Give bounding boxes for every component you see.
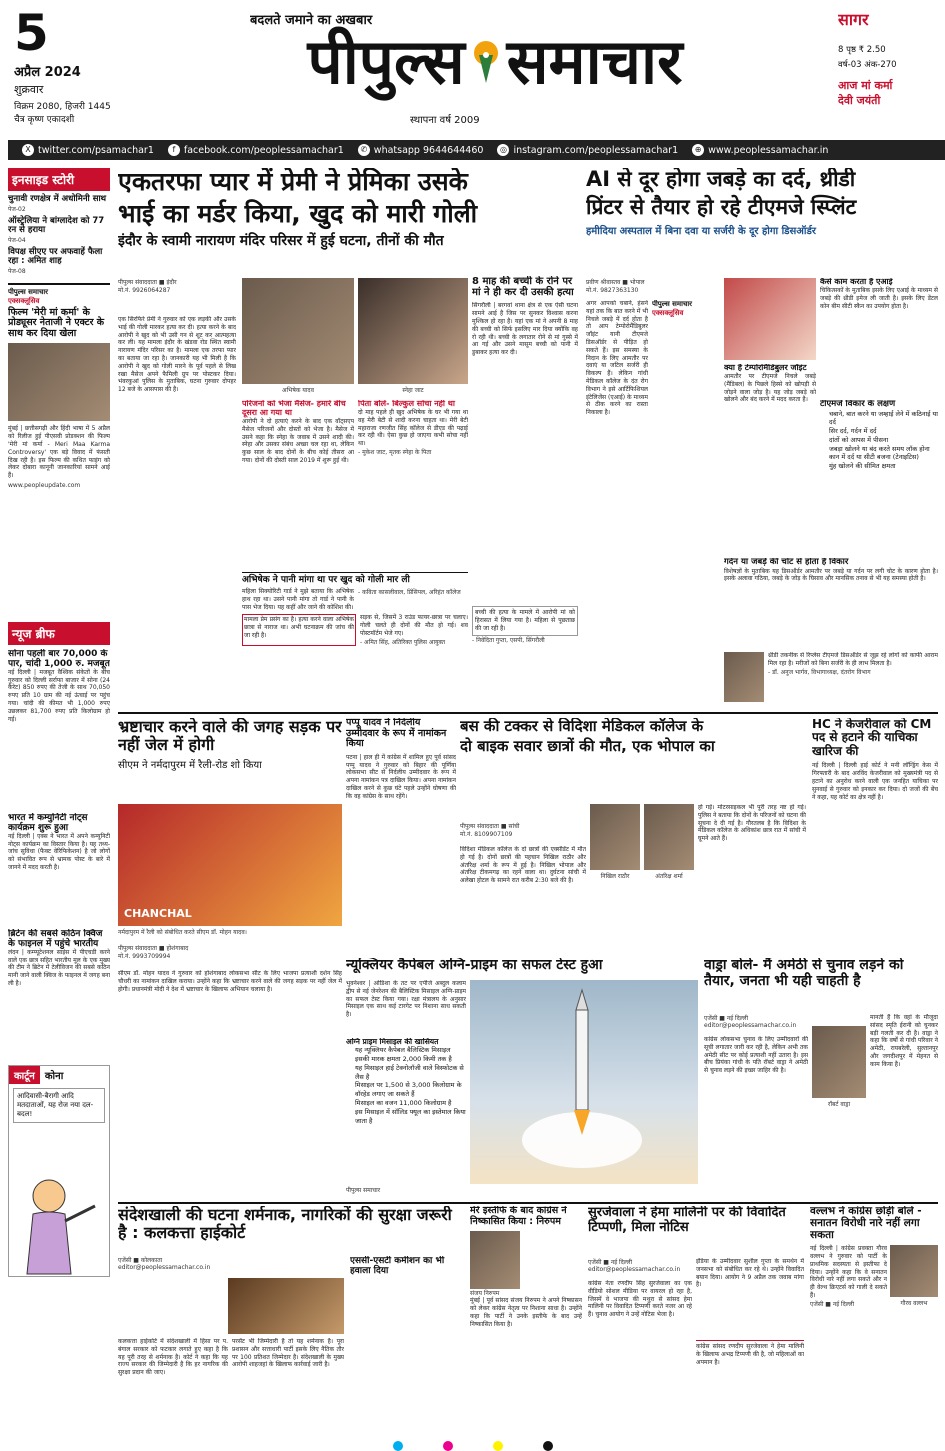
social-text: www.peoplessamachar.in: [708, 144, 829, 156]
cm-photo: [118, 804, 342, 926]
newspaper-title: [165, 22, 825, 102]
lead-inset: [242, 572, 468, 710]
lead-caption-1: अभिषेक यादव: [282, 387, 314, 394]
cartoon-figure-icon: [9, 1166, 109, 1276]
bus-caption-2: अंतरिक्ष शर्मा: [655, 873, 683, 880]
how-box: [820, 278, 938, 398]
lead-photo-2: [358, 278, 468, 384]
reg-cyan: [393, 1441, 403, 1451]
symptoms-list: [820, 410, 938, 471]
volume: वर्ष-03 अंक-270: [838, 60, 897, 70]
lead-headline-1: एकतरफा प्यार में प्रेमी ने प्रेमिका उसके: [118, 168, 468, 196]
inside-story-title: इनसाइड स्टोरी: [8, 168, 110, 191]
how-head: कैसे काम करता है एआई: [820, 278, 893, 286]
today-occasion: आज मां कर्मा: [838, 79, 893, 92]
tmj-head: क्या है टेम्पोरोमैंडिबुलर जॉइंट: [724, 364, 807, 372]
ai-subhead: हमीदिया अस्पताल में बिना दवा या सर्जरी के दूर होगा डिसऑर्डर: [586, 226, 816, 238]
brief-headline: ब्रिटेन की सबसे कठिन क्विज के फाइनल में पहुंचे भारतीय: [8, 928, 103, 949]
vadra-byline: एजेंसी ■ नई दिल्ली: [704, 1015, 749, 1022]
lead-byline: पीपुल्स संवाददाता ■ इंदौर: [118, 279, 177, 286]
surjewala-quote: कांग्रेस सांसद रणदीप सुरजेवाला ने हेमा मालिनी के खिलाफ अभद्र टिप्पणी की है, जो महिलाओं का अपमान है।: [696, 1340, 804, 1442]
pappu-story: [346, 718, 456, 938]
facebook-icon: f: [168, 144, 180, 156]
sandeshkhali-body-2: परसेंट भी जिम्मेदारी है तो यह शर्मनाक है। पूरा प्रशासन और सत्ताधारी पार्टी इसके लिए नैतिक तौर पर 100 प्रतिशत जिम्मेदार है। संदेशखाली के मुख्य आरोपी शाहजहां के खिलाफ कार्रवाई जारी है।: [232, 1338, 344, 1369]
bus-headline-1: बस की टक्कर से विदिशा मेडिकल कॉलेज के: [460, 718, 704, 735]
bus-story: [460, 718, 806, 954]
left-column: [8, 168, 110, 1443]
lead-story: [118, 168, 578, 710]
vadra-body: कांग्रेस लोकसभा चुनाव के लिए उम्मीदवारों की सूची लगातार जारी कर रही है, लेकिन अभी तक अमेठी सीट पर कोई प्रत्याशी नहीं उतारा है। इस बीच प्रियंका गांधी के पति रॉबर्ट वाड्रा ने अमेठी से चुनाव लड़ने की इच्छा जाहिर की है।: [704, 1036, 808, 1075]
social-text: twitter.com/psamachar1: [38, 144, 154, 156]
pen-logo-icon: [469, 39, 503, 85]
vadra-headline: वाड्रा बोले- मैं अमेठी से चुनाव लड़ने को तैयार, जनता भी यही चाहती है: [704, 958, 904, 989]
cm-byline-box: [118, 944, 226, 960]
section-divider-bottom: [118, 1202, 938, 1204]
lead-inset-sig-2: - अमित सिंह, अतिरिक्त पुलिस आयुक्त: [359, 638, 446, 646]
date-chaitra: चैत्र कृष्ण एकादशी: [14, 115, 75, 125]
agni-feature-item: • यह न्यूक्लियर कैपेबल बैलिस्टिक मिसाइल: [355, 1046, 466, 1055]
lead-headline-2: भाई का मर्डर किया, खुद को मारी गोली: [118, 199, 478, 228]
agni-feature-item: • मिसाइल का वजन 11,000 किलोग्राम है: [355, 1099, 466, 1108]
vadra-caption: रॉबर्ट वाड्रा: [827, 1101, 851, 1108]
lead-inset-body-2: मामला प्रेम प्रसंग का है। हत्या करने वाला अभिषेक छात्रा से नाराज था। अभी घटनाक्रम की जांच की जा रही है।: [242, 614, 356, 645]
inside-story-text: चुनावी रणक्षेत्र में अधोमिनी साथ: [8, 194, 107, 204]
agni-story: [346, 958, 698, 1198]
brief-item: [8, 649, 110, 809]
ai-headline-2: प्रिंटर से तैयार हो रहे टीएमजे स्प्लिंट: [586, 194, 857, 219]
tmj-body: आमतौर पर टीएमजे निचले जबड़े (मैंडिबल) के पिछले हिस्से को खोपड़ी से जोड़ने वाला जोड़ है। यह जोड़ जबड़े को खोलने और बंद करने में मदद करता है।: [724, 372, 816, 404]
social-text: facebook.com/peoplessamachar1: [183, 144, 344, 156]
instagram-icon: ◎: [497, 144, 509, 156]
bus-photo-1: [590, 804, 640, 870]
vallabh-byline: एजेंसी ■ नई दिल्ली: [810, 1300, 855, 1308]
teeth-photo: [724, 278, 816, 360]
sandeshkhali-side: [350, 1256, 464, 1442]
cm-headline: भ्रष्टाचार करने वाले की जगह सड़क पर नहीं जेल में होगी: [118, 718, 342, 754]
brief-body: लंदन | कम्प्यूटेशनल साइंस में पीएचडी करने वाले एक छात्र सहित भारतीय मूल के एक मुख्य की टीम ने ब्रिटेन में टेलीविजन की सबसे कठिन मानी जाने वाली क्विज के फाइनल में जगह बना ली है।: [8, 948, 110, 987]
founded: स्थापना वर्ष 2009: [410, 115, 480, 126]
symptoms-head: टीएमजे विकार के लक्षण: [820, 400, 896, 409]
vallabh-caption: गौरव वल्लभ: [900, 1300, 928, 1308]
nirupam-headline: मेरे इस्तीफे के बाद कांग्रेस ने निष्कासित किया : निरुपम: [470, 1206, 567, 1227]
brief-item: [8, 813, 110, 925]
ai-brand-box: [652, 300, 718, 318]
ai-byline-box: [586, 278, 720, 294]
agni-feature-item: • यह मिसाइल हाई टेक्नोलॉजी वाले विस्फोटक से लैस है: [355, 1064, 466, 1082]
vallabh-headline: वल्लभ ने कांग्रेस छोड़ी बोले - सनातन विरोधी नारे नहीं लगा सकता: [810, 1206, 922, 1241]
lead-inset-body-3: सड़क से, जिसमें 3 राउंड फायर-छात्रा पर चलाए। गोली चलते ही दोनों की मौत हो गई। शव पोस्टमॉर्टम भेजे गए।: [359, 614, 468, 638]
edition-block: [838, 8, 938, 133]
doctor-quote: थ्रीडी तकनीक से रिप्लेस टीएमजे डिसऑर्डर से जूझ रहे लोगों को काफी आराम मिल रहा है। मरीजों को बिना सर्जरी के ही लाभ मिलता है।: [768, 652, 938, 667]
date-day: 5: [14, 8, 49, 62]
girl-quote: बच्ची की हत्या के मामले में आरोपी मां को हिरासत में लिया गया है। महिला से पूछताछ की जा रही है।: [472, 606, 578, 635]
ai-headline-1: AI से दूर होगा जबड़े का दर्द, थ्रीडी: [586, 168, 856, 191]
film-headline: फिल्म 'मेरी मां कर्मा' के प्रोड्यूसर नेताजी ने एक्टर के साथ कर दिया खेला: [8, 306, 105, 339]
kejriwal-headline: HC ने केजरीवाल को CM पद से हटाने की याचिका खारिज की: [812, 718, 932, 758]
film-url[interactable]: www.peopleupdate.com: [8, 482, 81, 490]
surjewala-body: कांग्रेस नेता रणदीप सिंह सुरजेवाला का एक वीडियो सोशल मीडिया पर वायरल हो रहा है, जिसमें वे भाजपा की मथुरा से सांसद हेमा मालिनी पर विवादित टिप्पणी करते नजर आ रहे हैं। चुनाव आयोग ने उन्हें नोटिस भेजा है।: [588, 1280, 692, 1319]
film-body: मुंबई | छत्तीसगढ़ी और हिंदी भाषा में 5 अप्रैल को रिलीज हुई पीएसवी प्रोडक्शन की फिल्म 'मेरी मां कर्मा - Meri Maa Karma Controversy' एक बड़े विवाद में फंसती दिख रही है। इस फिल्म की कथित फाइंग को लेकर दोबारा कानूनी जानकारियां सामने आई हैं।: [8, 425, 110, 480]
bus-byline: पीपुल्स संवाददाता ■ सांची: [460, 823, 520, 830]
ai-mobile: मो.नं. 9827363130: [586, 287, 639, 294]
agni-feature-item: • इसकी मारक क्षमता 2,000 किमी तक है: [355, 1055, 466, 1064]
inside-story-page: पेज-08: [8, 267, 26, 275]
bus-headline-2: दो बाइक सवार छात्रों की मौत, एक भोपाल का: [460, 736, 715, 755]
lead-father-head: पिता बोले- बिल्कुल सोचा नहीं था: [358, 400, 455, 408]
tagline: बदलते जमाने का अखबार: [250, 13, 373, 28]
pappu-body: पटना | हाल ही में कांग्रेस में शामिल हुए पूर्व सांसद पप्पू यादव ने गुरुवार को बिहार की पूर्णिया लोकसभा सीट से निर्दलीय उम्मीदवार के रूप में अपना नामांकन पत्र दाखिल किया। अपना नामांकन दाखिल करने से कुछ घंटे पहले उन्होंने घोषणा की कि वह कांग्रेस के साथ रहेंगे।: [346, 753, 456, 800]
price: 8 पृष्ठ ₹ 2.50: [838, 45, 886, 55]
whatsapp-icon: ✆: [358, 144, 370, 156]
inside-story-item[interactable]: [8, 195, 110, 213]
ai-byline: प्रवीण श्रीवास्तव ■ भोपाल: [586, 279, 645, 286]
doctor-photo: [724, 652, 764, 702]
cm-story: [118, 718, 342, 1198]
bus-mobile: मो.नं. 8109907109: [460, 831, 513, 838]
inside-story-text: ऑस्ट्रेलिया ने बांग्लादेश को 77 रन से हराया: [8, 215, 105, 236]
lead-inset-head: अभिषेक ने पानी मांगा था पर खुद को गोली मार ली: [242, 575, 410, 585]
social-whatsapp[interactable]: [358, 144, 484, 156]
pappu-headline: पप्पू यादव ने निर्दलीय उम्मीदवार के रूप में नामांकन किया: [346, 718, 447, 750]
kejriwal-story: [812, 718, 938, 954]
news-brief-title: न्यूज ब्रीफ: [8, 622, 110, 645]
date-vikram: विक्रम 2080, हिजरी 1445: [14, 102, 111, 112]
symptom-item: • दांतों को आपस में पीसना: [829, 436, 938, 445]
registration-marks: [0, 1440, 945, 1451]
kejriwal-body: नई दिल्ली | दिल्ली हाई कोर्ट ने मनी लॉन्ड्रिंग केस में गिरफ्तारी के बाद अरविंद केजरीवाल को मुख्यमंत्री पद से हटाने का अनुरोध करने वाली एक जनहित याचिका पर सुनवाई से गुरुवार को इनकार कर दिया। दो जजों की बेंच ने कहा, यह कोर्ट का क्षेत्र नहीं है।: [812, 762, 938, 801]
vadra-story: [704, 958, 938, 1198]
lead-inset-sig-1: - कविता कासलीवाल, प्रिंसिपल, अरिहंत कॉलेज: [358, 589, 461, 597]
agni-photo: [470, 980, 698, 1184]
cm-subhead: सीएम ने नर्मदापुरम में रैली-रोड शो किया: [118, 759, 262, 771]
symptom-item: • सिर दर्द, गर्दन में दर्द: [829, 427, 938, 436]
cm-banner-text: CHANCHAL: [124, 907, 192, 920]
vadra-byline-box: [704, 1014, 808, 1029]
agni-feature-item: • मिसाइल पर 1,500 से 3,000 किलोग्राम के वॉरहेड लगाए जा सकते हैं: [355, 1081, 466, 1099]
title-left: पीपुल्स: [307, 25, 465, 98]
inside-story-item[interactable]: [8, 248, 110, 275]
lead-byline-box: [118, 278, 236, 312]
missile-icon: [470, 980, 698, 1184]
nirupam-caption: संजय निरुपम: [470, 1290, 500, 1298]
lead-body: एक सिरफिरे प्रेमी ने गुरुवार को एक लड़की और उसके भाई की गोली मारकर हत्या कर दी। हत्या करने के बाद आरोपी ने खुद को भी उसी गन से शूट कर आत्महत्या कर ली। यह मामला इंदौर के खंडवा रोड स्थित स्वामी नारायण मंदिर परिसर का है। मामला एक तरफा प्यार का बताया जा रहा है। जानकारी यह भी मिली है कि आरोपी ने खुद को गोली मारने के पूर्व पहले से लिख रखा मैसेज अपने फैमिली ग्रुप पर पोस्टकर दिया। भंवरकुआं पुलिस के मुताबिक, घटना गुरुवार दोपहर 12 बजे के आसपास की है।: [118, 316, 236, 394]
brief-body: नई दिल्ली | एक्स ने भारत में अपने कम्युनिटी नोट्स कार्यक्रम का विस्तार किया है। यह तथ्य-जांच सुविधा (फैक्ट वेरिफिकेशन) है जो लोगों को संभावित रूप से भ्रामक पोस्ट के बारे में जानने में मदद करती है।: [8, 832, 110, 871]
date-weekday: शुक्रवार: [14, 83, 44, 96]
cm-byline: पीपुल्स संवाददाता ■ होशंगाबाद: [118, 945, 189, 952]
sandeshkhali-body: कलकत्ता हाईकोर्ट में संदेशखाली में हिंसा पर प. बंगाल सरकार को फटकार लगाते हुए कहा है कि यह पूरी तरह से शर्मनाक है। कोर्ट ने कहा कि यह राज्य सरकार की जिम्मेदारी है कि हर नागरिक की सुरक्षा प्रदान की जाए।: [118, 1338, 228, 1377]
social-bar: [8, 140, 945, 160]
doctor-sig: - डॉ. अनुज भार्गव, विभागाध्यक्ष, दंतरोग विभाग: [768, 668, 871, 676]
sandeshkhali-headline: संदेशखाली की घटना शर्मनाक, नागरिकों की सुरक्षा जरूरी है : कलकत्ता हाईकोर्ट: [118, 1206, 452, 1242]
ai-body-continued: [652, 324, 718, 708]
ai-story: [586, 168, 938, 710]
symptom-item: • कान में दर्द या सीटी बजना (टेनाइटिस): [829, 453, 938, 462]
social-website[interactable]: [692, 144, 828, 156]
girl-sig: - निवेदिता गुप्ता, एसपी, सिंगरौली: [472, 636, 545, 644]
film-tag: एक्सक्लूसिव: [8, 296, 40, 305]
sandeshkhali-email: editor@peoplessamachar.co.in: [118, 1264, 211, 1271]
brief-headline: भारत में कम्युनिटी नोट्स कार्यक्रम शुरू हुआ: [8, 812, 88, 833]
ai-brand: पीपुल्स समाचार: [652, 300, 693, 308]
social-facebook[interactable]: [168, 144, 344, 156]
agni-headline: न्यूक्लियर कैपेबल अग्नि-प्राइम का सफल टेस्ट हुआ: [346, 958, 603, 973]
vallabh-story: [810, 1206, 938, 1442]
social-text: instagram.com/peoplessamachar1: [513, 144, 679, 156]
sandeshkhali-sub: एससी-एसटी कमीशन का भी हवाला दिया: [350, 1256, 445, 1277]
bus-photo-2: [644, 804, 694, 870]
surjewala-email: editor@peoplessamachar.co.in: [588, 1266, 681, 1273]
bus-body: विदिशा मेडिकल कॉलेज के दो छात्रों की एक्सीडेंट में मौत हो गई है। दोनों छात्रों की पहचान निखिल राठौर और अंतरिक्ष शर्मा के रूप में हुई है। निखिल भोपाल और अंतरिक्ष टीकमगढ़ का रहने वाला था। दुर्घटना सांची में अलेखा होटल के सामने रात करीब 2:30 बजे की है।: [460, 846, 586, 885]
lead-father-sig: - मुकेश जाट, मृतक स्नेहा के पिता: [358, 448, 432, 456]
brief-body: नई दिल्ली | मजबूत वैश्विक संकेतों के बीच गुरुवार को दिल्ली सर्राफा बाजार में सोना (24 कैरेट) 850 रुपए की तेजी के साथ 70,050 रुपए प्रति 10 ग्राम की नई ऊंचाई पर पहुंच गया। चांदी की कीमत भी 1,000 रुपए उछलकर 81,700 रुपए प्रति किलोग्राम हो गई।: [8, 668, 110, 723]
edition-name: सागर: [838, 10, 869, 29]
sandeshkhali-byline-box: [118, 1256, 348, 1271]
agni-feature-list: [346, 1046, 466, 1125]
agni-credit: पीपुल्स समाचार: [346, 1187, 381, 1194]
brief-item: [8, 929, 110, 1059]
date-month-year: अप्रैल 2024: [14, 65, 81, 80]
symptom-item: • चबाने, बात करने या जम्हाई लेने में कठिनाई या दर्द: [829, 410, 938, 428]
globe-icon: ⊕: [692, 144, 704, 156]
ai-body: अगर आपको चबाने, हंसने यहां तक कि बात करने में भी निचले जबड़े में दर्द होता है तो आप टेम्पोरोमैंडिबुलर जॉइंट यानी टीएमजे डिसऑर्डर से पीड़ित हो सकते हैं। इस समस्या के निदान के लिए आमतौर पर दवाएं या जटिल सर्जरी ही विकल्प हैं। लेकिन गांधी मेडिकल कॉलेज के दंत रोग विभाग ने इसे आर्टिफिशियल इंटेलिजेंस (एआई) के माध्यम से ठीक करने का रास्ता निकाला है।: [586, 300, 648, 417]
surjewala-story: [588, 1206, 804, 1442]
lead-father-box: [358, 400, 468, 570]
agni-body: भुवनेश्वर | ओडिशा के तट पर एपीजे अब्दुल कलाम द्वीप से नई जेनरेशन की बैलिस्टिक मिसाइल अग्नि-प्राइम का सफल टेस्ट किया गया। रक्षा मंत्रालय के अनुसार मिसाइल एक साथ कई टारगेट पर निशाना साध सकती है।: [346, 980, 466, 1019]
nirupam-body: मुंबई | पूर्व सांसद संजय निरुपम ने अपने निष्कासन को लेकर कांग्रेस नेतृत्व पर निशाना साधा है। उन्होंने कहा कि पार्टी ने उनके इस्तीफे के बाद उन्हें निष्कासित किया है।: [470, 1297, 582, 1328]
social-text: whatsapp 9644644460: [373, 144, 484, 156]
ai-tag: एक्सक्लूसिव: [652, 309, 684, 317]
inside-story-page: पेज-04: [8, 236, 26, 244]
cartoon-corner: कोना: [44, 1070, 64, 1082]
today-jayanti: देवी जयंती: [838, 94, 881, 107]
girl-headline: 8 माह की बच्ची के रोने पर मां ने ही कर दी उसकी हत्या: [472, 276, 574, 299]
masthead: [0, 0, 945, 138]
inside-story-page: पेज-02: [8, 205, 26, 213]
section-divider: [118, 712, 938, 714]
lead-photo-1: [242, 278, 354, 384]
vadra-photo: [812, 1026, 866, 1098]
how-body: चिकित्सकों के मुताबिक इसके लिए एआई के माध्यम से जबड़े की थ्रीडी इमेज ली जाती है। इसके लिए डेंटल कोन बीम सीटी स्कैन का उपयोग होता है।: [820, 286, 938, 310]
cm-caption: नर्मदापुरम में रैली को संबोधित करते सीएम डॉ. मोहन यादव।: [118, 929, 247, 936]
symptom-item: • मुंह खोलने की सीमित क्षमता: [829, 462, 938, 471]
vadra-body-2: मानती हैं कि वहां के मौजूदा सांसद स्मृति ईरानी को चुनकर बड़ी गलती कर दी है। वाड्रा ने कहा कि वर्षों से गांधी परिवार ने अमेठी, रायबरेली, सुल्तानपुर और जगदीशपुर में मेहनत से काम किया है।: [870, 1014, 938, 1068]
agni-features: [346, 1038, 466, 1182]
lead-caption-2: स्नेहा जाट: [402, 387, 424, 394]
inside-story-item[interactable]: [8, 217, 110, 244]
girl-story: [472, 276, 578, 710]
surjewala-byline: एजेंसी ■ नई दिल्ली: [588, 1259, 633, 1266]
date-block: [14, 8, 164, 133]
sandeshkhali-byline: एजेंसी ■ कोलकाता: [118, 1257, 163, 1264]
neck-box: [724, 558, 938, 648]
cartoon-caption: आदिवासी-बैरागी आदि मतदाताओं, यह रोज नया दल-बदल!: [13, 1088, 105, 1123]
symptoms-box: [820, 400, 938, 550]
bus-caption-1: निखिल राठौर: [600, 873, 630, 880]
gavel-photo: [228, 1278, 344, 1334]
lead-subhead: इंदौर के स्वामी नारायण मंदिर परिसर में हुई घटना, तीनों की मौत: [118, 233, 444, 249]
lead-mid-body: आरोपी ने दो हत्याएं करने के बाद एक वॉट्सएप मैसेज परिजनों और दोस्तों को भेजा है। मैसेज में उसने कहा कि स्नेहा के जवाब में उसने शादी की। स्नेहा और उसका संबंध अच्छा चल रहा था, लेकिन कुछ साल के बाद दोनों के बीच कोई तीसरा आ गया। दोनों की दोस्ती साल 2019 में शुरू हुई थी।: [242, 417, 354, 464]
agni-feature-item: • इस मिसाइल में सॉलिड फ्यूल का इस्तेमाल किया जाता है: [355, 1108, 466, 1126]
cartoon-title: कार्टून: [9, 1066, 40, 1084]
reg-black: [543, 1441, 553, 1451]
film-photo: [8, 343, 110, 421]
nirupam-photo: [470, 1231, 520, 1289]
neck-body: विशेषज्ञों के मुताबिक यह डिसऑर्डर आमतौर पर जबड़े या गर्दन पर लगी चोट के कारण होता है। इसके अलावा गठिया, जबड़े के जोड़ के घिसाव और मानसिक तनाव से भी यह समस्या होती है।: [724, 567, 938, 583]
reg-magenta: [443, 1441, 453, 1451]
vadra-email: editor@peoplessamachar.co.in: [704, 1022, 797, 1029]
surjewala-headline: सुरजेवाला ने हेमा मालिनी पर की विवादित टिप्पणी, मिला नोटिस: [588, 1206, 786, 1235]
lead-inset-body: महिला सिक्योरिटी गार्ड ने मुझे बताया कि अभिषेक हाथ रहा था। उसने पानी मांगा तो गार्ड ने पानी के पास भेज दिया। यह कहीं और जाने की कोशिश की।: [242, 588, 354, 611]
social-twitter[interactable]: [22, 144, 154, 156]
lead-father-body: दो माह पहले ही खुद अभिषेक के घर भी गया था वह मेरी बेटी से शादी करना चाहता था। मेरी बेटी महाराजा रणजीत सिंह कॉलेज से डीएड की पढ़ाई कर रही थी। ऐसा कुछ हो जाएगा कभी सोचा नहीं था।: [358, 408, 468, 448]
cm-mobile: मो.नं. 9993709994: [118, 953, 171, 960]
lead-mobile: मो.नं. 9926064287: [118, 287, 171, 294]
bus-byline-box: [460, 822, 586, 838]
surjewala-byline-box: [588, 1258, 692, 1273]
cm-body: सीएम डॉ. मोहन यादव ने गुरुवार को होशंगाबाद लोकसभा सीट के लिए भाजपा प्रत्याशी दर्शन सिंह चौधरी का नामांकन दाखिल कराया। उन्होंने कहा कि भ्रष्टाचार करने वाले की जगह सड़क पर नहीं जेल में होगी। प्रधानमंत्री मोदी ने देश में भ्रष्टाचार के खिलाफ अभियान चलाया है।: [118, 970, 342, 993]
doctor-box: [724, 652, 938, 708]
agni-feat-head: अग्नि प्राइम मिसाइल की खासियत: [346, 1038, 439, 1046]
film-brand: पीपुल्स समाचार: [8, 287, 49, 296]
nirupam-story: [470, 1206, 582, 1442]
sandeshkhali-story: [118, 1206, 464, 1442]
neck-head: गर्दन या जबड़े की चोट से होता है विकार: [724, 558, 849, 567]
symptom-item: • जबड़ा खोलने या बंद करते समय लॉक होना: [829, 445, 938, 454]
vallabh-body: नई दिल्ली | कांग्रेस प्रवक्ता गौरव वल्लभ ने गुरुवार को पार्टी के प्राथमिक सदस्यता से इस्तीफा दे दिया। उन्होंने कहा कि वे सनातन विरोधी नारे नहीं लगा सकते और न ही वेल्थ क्रिएटर्स को गाली दे सकते हैं।: [810, 1245, 887, 1300]
girl-body: सिंगरौली | बरगवां थाना क्षेत्र से एक ऐसी घटना सामने आई है जिस पर सुनकर विश्वास करना मुश्किल हो रहा है। यहां एक मां ने अपनी 8 माह की बच्ची को सिर्फ इसलिए मार दिया क्योंकि वह रो रही थी। बच्ची के लगातार रोने से मां गुस्से में आ गई और उसने मासूम बच्ची को पानी में डुबाकर हत्या कर दी।: [472, 302, 578, 357]
social-instagram[interactable]: [497, 144, 678, 156]
vallabh-photo: [890, 1245, 938, 1297]
brief-headline: सोना पहली बार 70,000 के पार, चांदी 1,000 रु. मजबूत: [8, 648, 110, 669]
cartoon-box: [8, 1065, 110, 1277]
film-story: [8, 283, 110, 618]
bus-body-2: हो गई। मोटरसाइकल भी पूरी तरह नष्ट हो गई। पुलिस ने बताया कि दोनों के परिजनों को घटना की सूचना दे दी गई है। गौरतलब है कि विदिशा के मेडिकल कॉलेज के अधिकांश छात्र रात में सांची में घूमने आते हैं।: [698, 804, 806, 843]
inside-story-text: विपक्ष सीएए पर अफवाहें फैला रहा : अमित शाह: [8, 246, 103, 267]
title-right: समाचार: [506, 25, 683, 98]
x-icon: X: [22, 144, 34, 156]
reg-yellow: [493, 1441, 503, 1451]
lead-mid-box: [242, 400, 354, 570]
surjewala-body-2: इंडिया के उम्मीदवार सुशील गुप्ता के समर्थन में जनसभा को संबोधित कर रहे थे। उन्होंने विवादित बयान दिया। आयोग ने 9 अप्रैल तक जवाब मांगा है।: [696, 1258, 804, 1289]
lead-mid-head: परिजनों को भेजा मैसेज- हमारे बीच दूसरा आ गया था: [242, 400, 346, 417]
